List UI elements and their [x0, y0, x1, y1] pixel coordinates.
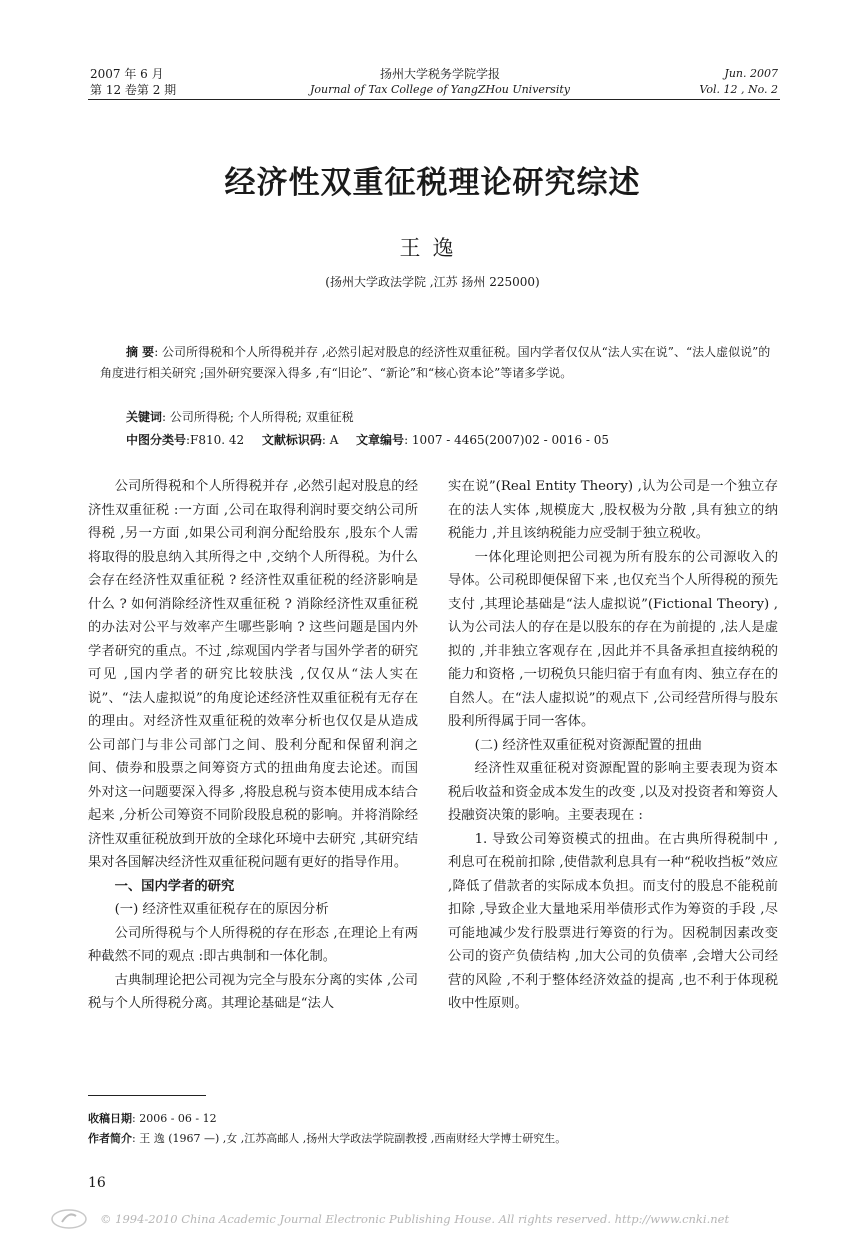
copyright-footer: © 1994-2010 China Academic Journal Electronic Publishing House. All rights reserved. http://www.cnki.net — [100, 1212, 730, 1226]
section-heading: 一、国内学者的研究 — [114, 878, 235, 894]
header-issue-date — [90, 66, 250, 98]
cls-value: :F810. 42 — [186, 433, 245, 447]
footnote-author-bio — [88, 1131, 778, 1147]
received-value: : 2006 - 06 - 12 — [132, 1112, 217, 1125]
doc-code-label: 文献标识码 — [261, 433, 322, 447]
subsection-heading: (二) 经济性双重征税对资源配置的扭曲 — [474, 737, 702, 753]
paragraph: 一体化理论则把公司视为所有股东的公司源收入的导体。公司税即便保留下来 ,也仅充当个人所得税的预先支付 ,其理论基础是“法人虚拟说”(Fictional Theory) ,认为公司法人的存在是以股东的存在为前提的 ,法人是虚拟的 ,并非独立客观存在 ,因此并不具备承担直接纳税的能力和资格 ,一切税负只能归宿于有血有肉、独立存在的自然人。在“法人虚拟说”的观点下 ,公司经营所得与股东股利所得属于同一客体。 — [448, 549, 778, 729]
author-affiliation: (扬州大学政法学院 ,江苏 扬州 225000) — [325, 275, 540, 289]
article-title: 经济性双重征税理论研究综述 — [224, 165, 641, 201]
paragraph: 古典制理论把公司视为完全与股东分离的实体 ,公司税与个人所得税分离。其理论基础是“法人 — [88, 972, 418, 1011]
footnote-received — [88, 1111, 778, 1127]
header-volume: 第 12 卷第 2 期 — [90, 83, 177, 97]
received-label: 收稿日期 — [88, 1112, 132, 1125]
abstract — [100, 342, 772, 384]
article-number-value: : 1007 - 4465(2007)02 - 0016 - 05 — [404, 433, 610, 447]
page-number: 16 — [88, 1175, 106, 1191]
header-volume-en: Vol. 12 , No. 2 — [699, 83, 778, 96]
classification-line — [126, 430, 776, 451]
header-divider — [88, 99, 780, 100]
subsection-heading: (一) 经济性双重征税存在的原因分析 — [114, 902, 329, 917]
keywords — [126, 407, 776, 428]
bio-label: 作者简介 — [88, 1132, 132, 1145]
abstract-label: 摘 要 — [126, 345, 155, 359]
abstract-text: : 公司所得税和个人所得税并存 ,必然引起对股息的经济性双重征税。国内学者仅仅从“法人实在说”、“法人虚似说”的角度进行相关研究 ;国外研究要深入得多 ,有“旧论”、“新论”和“核心资本论”等诸多学说。 — [100, 345, 771, 380]
keywords-text: : 公司所得税; 个人所得税; 双重征税 — [162, 410, 354, 424]
footnote-divider — [88, 1095, 206, 1096]
header-journal-cn: 扬州大学税务学院学报 — [379, 67, 500, 81]
paragraph: 公司所得税与个人所得税的存在形态 ,在理论上有两种截然不同的观点 :即古典制和一体化制。 — [88, 925, 418, 964]
header-journal-en: Journal of Tax College of YangZHou University — [310, 83, 570, 96]
cnki-logo-icon — [50, 1207, 88, 1231]
paragraph: 公司所得税和个人所得税并存 ,必然引起对股息的经济性双重征税 :一方面 ,公司在取得利润时要交纳公司所得税 ,另一方面 ,如果公司利润分配给股东 ,股东个人需将取得的股息纳入其所得之中 ,交纳个人所得税。为什么会存在经济性双重征税 ? 经济性双重征税的经济影响是什么 ? 如何消除经济性双重征税 ? 消除经济性双重征税的办法对公平与效率产生哪些影响 ? 这些问题是国内外学者研究的重点。不过 ,综观国内学者与国外学者的研究可见 ,国内学者的研究比较肤浅 ,仅仅从“法人实在说”、“法人虚拟说”的角度论述经济性双重征税有无存在的理由。对经济性双重征税的效率分析也仅仅是从造成公司部门与非公司部门之间、股利分配和保留利润之间、债券和股票之间筹资方式的扭曲角度去论述。而国外对这一问题要深入得多 ,将股息税与资本使用成本结合起来 ,分析公司筹资不同阶段股息税的影响。并将消除经济性双重征税放到开放的全球化环境中去研究 ,其研究结果对各国解决经济性双重征税问题有更好的指导作用。 — [88, 479, 418, 870]
header-journal — [250, 66, 630, 98]
body-right-column — [448, 475, 778, 1016]
paragraph: 实在说”(Real Entity Theory) ,认为公司是一个独立存在的法人实体 ,规模庞大 ,股权极为分散 ,具有独立的纳税能力 ,并且该纳税能力应受制于独立税收。 — [448, 479, 778, 541]
author-name: 王逸 — [399, 236, 466, 260]
keywords-label: 关键词 — [126, 410, 163, 424]
header-issue-en — [630, 66, 778, 98]
paragraph: 1. 导致公司筹资模式的扭曲。在古典所得税制中 ,利息可在税前扣除 ,使借款利息具有一种“税收挡板”效应 ,降低了借款者的实际成本负担。而支付的股息不能税前扣除 ,导致企业大量地采用举债形式作为筹资的手段 ,尽可能地减少发行股票进行筹资的行为。因税制因素改变公司的资产负债结构 ,加大公司的负债率 ,会增大公司经营的风险 ,不利于整体经济效益的提高 ,也不利于体现税收中性原则。 — [448, 831, 778, 1011]
bio-value: : 王 逸 (1967 —) ,女 ,江苏高邮人 ,扬州大学政法学院副教授 ,西南财经大学博士研究生。 — [132, 1132, 567, 1145]
cls-label: 中图分类号 — [126, 433, 187, 447]
body-left-column — [88, 475, 418, 1016]
article-number-label: 文章编号 — [356, 433, 405, 447]
header-date-en: Jun. 2007 — [724, 67, 778, 80]
doc-code-value: : A — [321, 433, 339, 447]
header-date: 2007 年 6 月 — [90, 67, 164, 81]
paragraph: 经济性双重征税对资源配置的影响主要表现为资本税后收益和资金成本发生的改变 ,以及对投资者和筹资人投融资决策的影响。主要表现在 : — [448, 761, 778, 823]
